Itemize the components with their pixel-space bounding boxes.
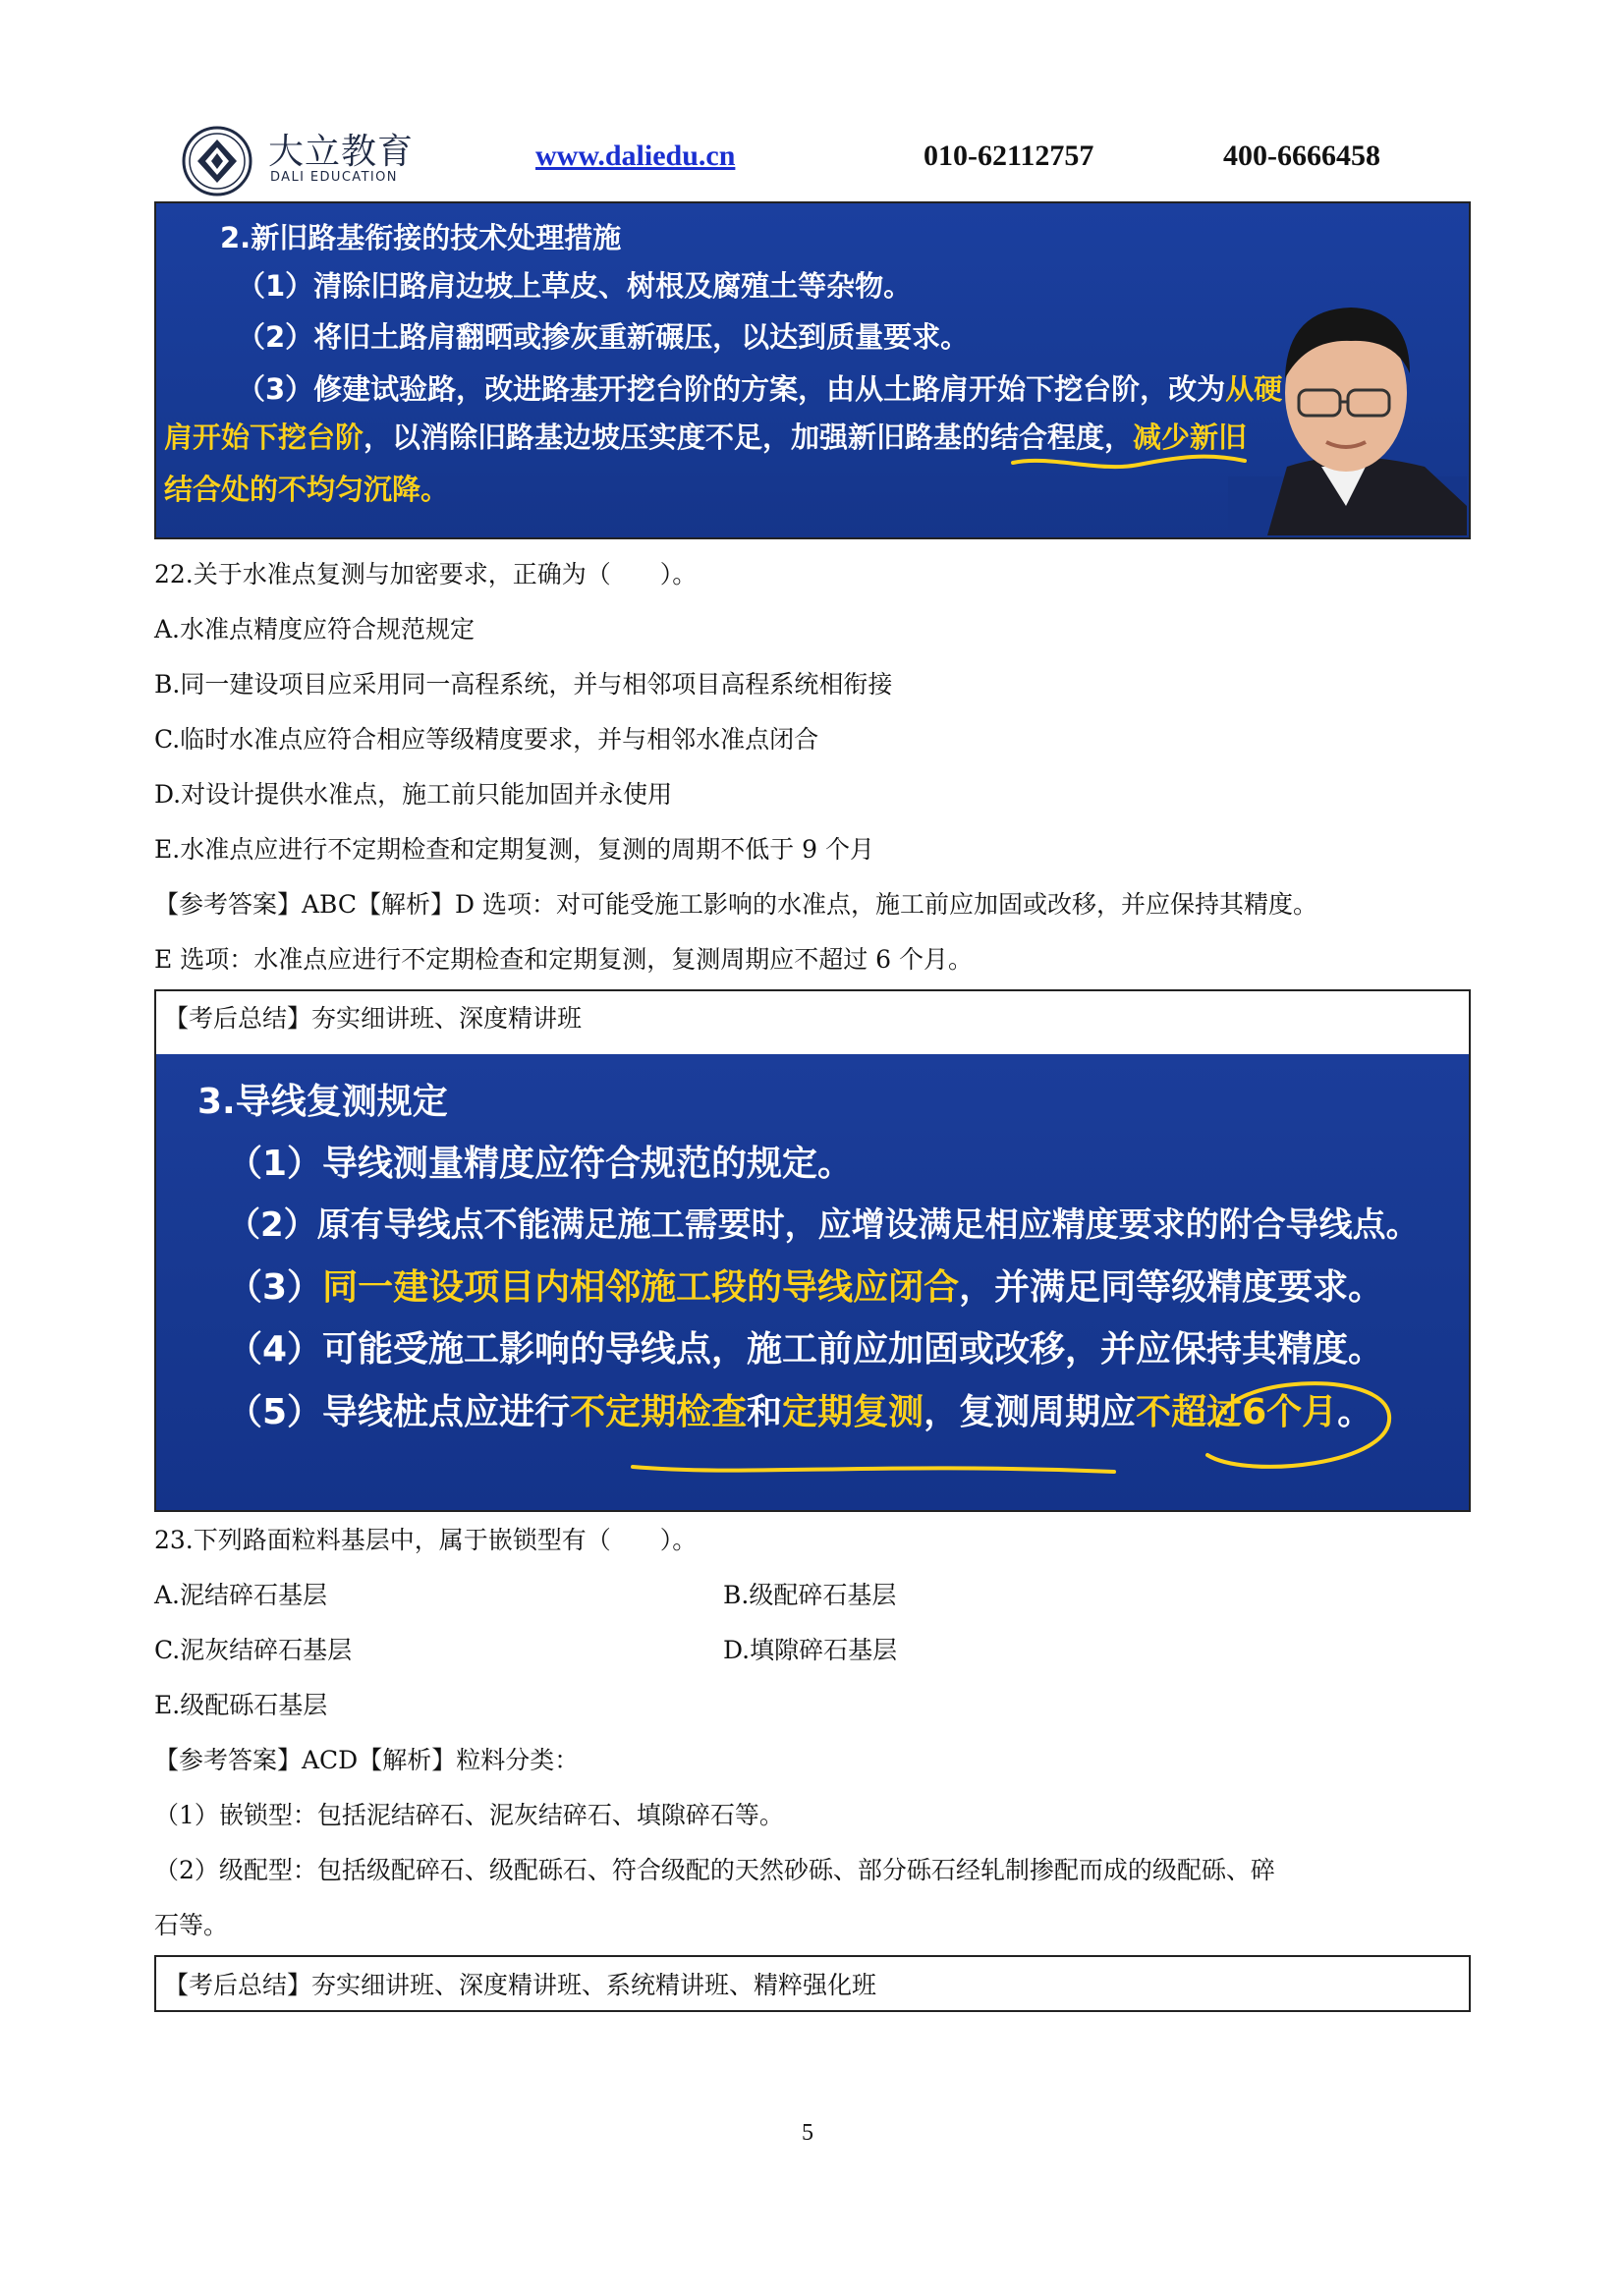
option-c: C.临时水准点应符合相应等级精度要求，并与相邻水准点闭合 [154,725,819,754]
slide1-text: ，以消除旧路基边坡压实度不足，加强新旧路基的结合程度， [364,420,1134,454]
slide1-highlight: 减少新旧 [1133,420,1248,454]
explanation-line: （2）级配型：包括级配碎石、级配砾石、符合级配的天然砂砾、部分砾石经轧制掺配而成的级配砾、碎 [154,1856,1275,1884]
option-d: D.填隙碎石基层 [723,1636,898,1664]
slide2-text: （5）导线桩点应进行 [227,1392,571,1432]
question-23: 23.下列路面粒料基层中，属于嵌锁型有（ ）。 [154,1526,698,1554]
logo-text-en: DALI EDUCATION [270,170,398,185]
slide2-title: 3.导线复测规定 [197,1082,448,1122]
option-e: E.级配砾石基层 [154,1691,328,1719]
explanation-line: （1）嵌锁型：包括泥结碎石、泥灰结碎石、填隙碎石等。 [154,1801,784,1829]
option-e: E.水准点应进行不定期检查和定期复测，复测的周期不低于 9 个月 [154,835,874,864]
slide2-item: （2）原有导线点不能满足施工需要时，应增设满足相应精度要求的附合导线点。 [227,1205,1420,1245]
option-b: B.同一建设项目应采用同一高程系统，并与相邻项目高程系统相衔接 [154,670,893,699]
presenter-image [1228,280,1467,535]
slide1-item-line5: 结合处的不均匀沉降。 [164,473,450,506]
explanation-line: 石等。 [154,1911,229,1939]
page-header [182,118,1459,201]
question-22: 22.关于水准点复测与加密要求，正确为（ ）。 [154,560,698,588]
slide2-highlight: 同一建设项目内相邻施工段的导线应闭合 [322,1267,960,1308]
logo [182,118,437,201]
lecture-slide-2 [156,1054,1469,1510]
summary-label: 【考后总结】夯实细讲班、深度精讲班 [164,1004,583,1033]
slide2-item [227,1260,1383,1310]
slide2-item: （1）导线测量精度应符合规范的规定。 [227,1144,854,1184]
slide2-highlight: 不定期检查 [570,1392,748,1432]
option-b: B.级配碎石基层 [723,1581,897,1609]
slide2-highlight: 定期复测 [782,1392,924,1432]
slide2-text: ，复测周期应 [924,1392,1137,1432]
slide1-item: （2）将旧土路肩翻晒或掺灰重新碾压，以达到质量要求。 [237,320,970,354]
slide1-highlight: 从硬 [1225,372,1283,406]
page-number: 5 [802,2120,813,2146]
phone-number-2: 400-6666458 [1223,140,1380,172]
slide1-item [237,367,1282,408]
slide1-item: （1）清除旧路肩边坡上草皮、树根及腐殖土等杂物。 [237,269,913,303]
logo-text-cn: 大立教育 [268,132,415,172]
slide1-item-text: （3）修建试验路，改进路基开挖台阶的方案，由从土路肩开始下挖台阶，改为 [237,372,1226,406]
slide2-highlight: 不超过6个月 [1136,1392,1338,1432]
slide1-highlight: 肩开始下挖台阶 [164,420,364,454]
summary-box-23 [154,1955,1471,2012]
slide2-item: （4）可能受施工影响的导线点，施工前应加固或改移，并应保持其精度。 [227,1329,1384,1370]
annotation-underline-icon [1011,443,1247,482]
option-a: A.泥结碎石基层 [154,1581,328,1609]
option-d: D.对设计提供水准点，施工前只能加固并永使用 [154,780,673,809]
option-a: A.水准点精度应符合规范规定 [154,615,476,644]
slide2-text: 。 [1337,1392,1373,1432]
annotation-underline-icon [628,1447,1119,1496]
answer-explanation: 【参考答案】ACD【解析】粒料分类： [154,1746,580,1774]
website-link[interactable]: www.daliedu.cn [535,140,736,172]
answer-explanation: E 选项：水准点应进行不定期检查和定期复测，复测周期应不超过 6 个月。 [154,945,973,974]
annotation-circle-icon [1188,1357,1404,1494]
summary-label: 【考后总结】夯实细讲班、深度精讲班、系统精讲班、精粹强化班 [164,1971,877,1999]
slide2-text: （3） [227,1267,323,1308]
summary-box-22 [154,989,1471,1512]
slide1-title: 2.新旧路基衔接的技术处理措施 [220,221,622,254]
phone-number-1: 010-62112757 [924,140,1094,172]
dali-logo-icon [182,126,252,196]
slide2-text: 和 [747,1392,783,1432]
answer-explanation: 【参考答案】ABC【解析】D 选项：对可能受施工影响的水准点，施工前应加固或改移，并应保持其精度。 [154,890,1318,919]
slide2-text: ，并满足同等级精度要求。 [959,1267,1384,1308]
option-c: C.泥灰结碎石基层 [154,1636,353,1664]
